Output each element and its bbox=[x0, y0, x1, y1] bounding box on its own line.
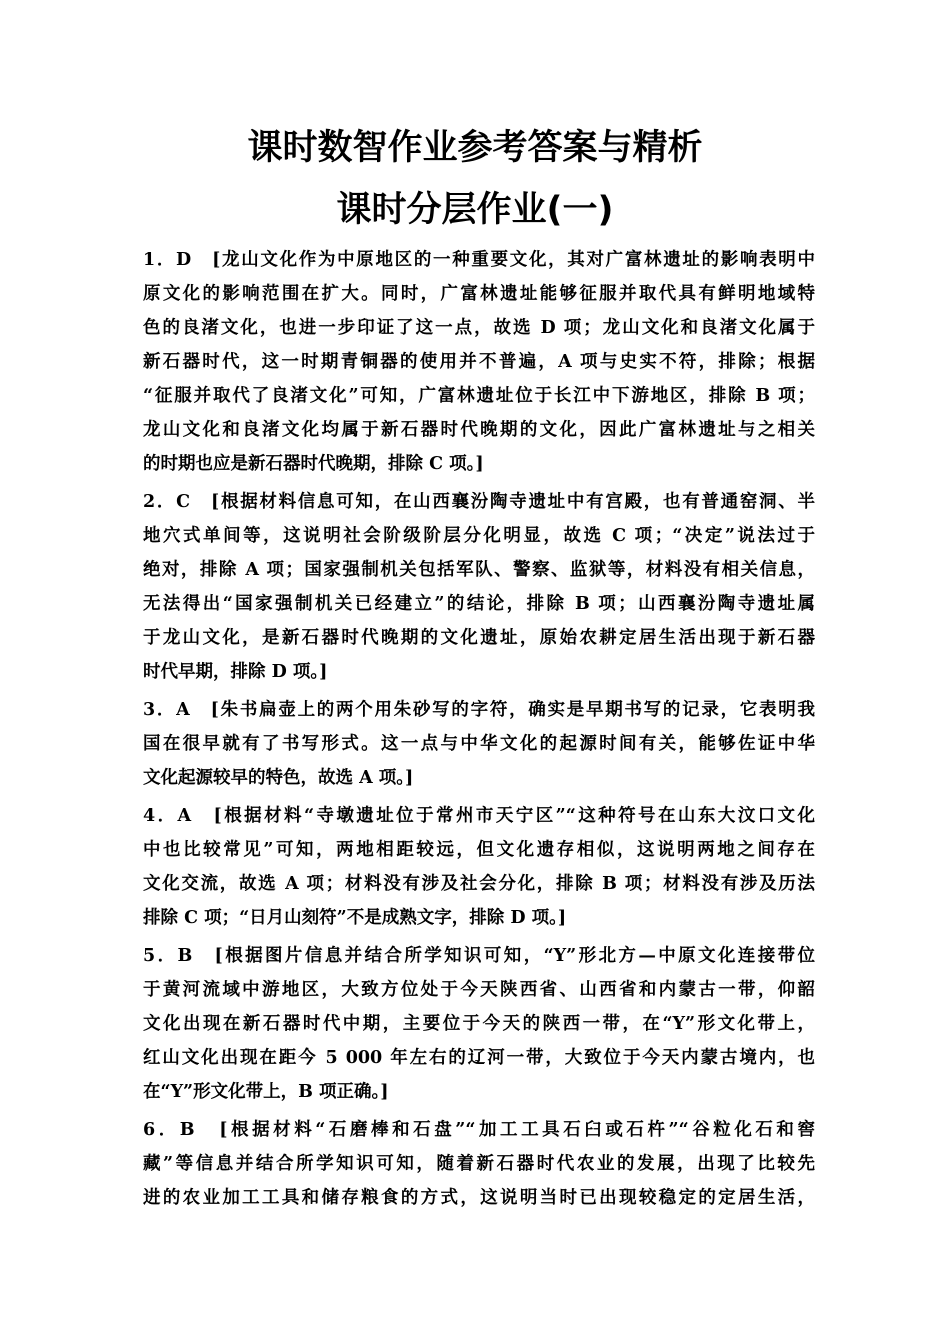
answer-4-line: 排除 C 项；“日月山刻符”不是成熟文字，排除 D 项。] bbox=[143, 908, 567, 928]
page-subtitle: 课时分层作业(一) bbox=[336, 190, 614, 230]
answer-5-line: 5．B [根据图片信息并结合所学知识可知，“Y”形北方—中原文化连接带位 bbox=[143, 946, 815, 966]
answer-1-line: 龙山文化和良渚文化均属于新石器时代晚期的文化，因此广富林遗址与之相关 bbox=[143, 420, 815, 440]
answer-6-line: 6．B [根据材料“石磨棒和石盘”“加工工具石臼或石杵”“谷粒化石和窖 bbox=[143, 1120, 815, 1140]
page-title: 课时数智作业参考答案与精析 bbox=[247, 128, 703, 168]
answer-1-line: 新石器时代，这一时期青铜器的使用并不普遍，A 项与史实不符，排除；根据 bbox=[143, 352, 815, 372]
answer-5-line: 于黄河流域中游地区，大致方位处于今天陕西省、山西省和内蒙古一带，仰韶 bbox=[143, 980, 815, 1000]
answer-5-line: 文化出现在新石器时代中期，主要位于今天的陕西一带，在“Y”形文化带上， bbox=[143, 1014, 815, 1034]
answer-3-line: 国在很早就有了书写形式。这一点与中华文化的起源时间有关，能够佐证中华 bbox=[143, 734, 815, 754]
answer-item-2 bbox=[143, 485, 815, 689]
answer-2-line: 绝对，排除 A 项；国家强制机关包括军队、警察、监狱等，材料没有相关信息， bbox=[143, 560, 815, 580]
answer-item-4 bbox=[143, 799, 815, 935]
answer-5-line: 在“Y”形文化带上，B 项正确。] bbox=[143, 1082, 389, 1102]
answer-1-line: 的时期也应是新石器时代晚期，排除 C 项。] bbox=[143, 454, 484, 474]
answer-2-line: 于龙山文化，是新石器时代晚期的文化遗址，原始农耕定居生活出现于新石器 bbox=[143, 628, 815, 648]
answer-1-line: 1．D [龙山文化作为中原地区的一种重要文化，其对广富林遗址的影响表明中 bbox=[143, 250, 815, 270]
answer-list bbox=[143, 243, 815, 1219]
answer-1-line: 色的良渚文化，也进一步印证了这一点，故选 D 项；龙山文化和良渚文化属于 bbox=[143, 318, 815, 338]
answer-item-3 bbox=[143, 693, 815, 795]
answer-4-line: 4．A [根据材料“寺墩遗址位于常州市天宁区”“这种符号在山东大汶口文化 bbox=[143, 806, 815, 826]
answer-item-6 bbox=[143, 1113, 815, 1215]
answer-1-line: “征服并取代了良渚文化”可知，广富林遗址位于长江中下游地区，排除 B 项； bbox=[143, 386, 815, 406]
answer-2-line: 无法得出“国家强制机关已经建立”的结论，排除 B 项；山西襄汾陶寺遗址属 bbox=[143, 594, 815, 614]
answer-2-line: 时代早期，排除 D 项。] bbox=[143, 662, 328, 682]
answer-3-line: 文化起源较早的特色，故选 A 项。] bbox=[143, 768, 414, 788]
answer-2-line: 地穴式单间等，这说明社会阶级阶层分化明显，故选 C 项；“决定”说法过于 bbox=[143, 526, 815, 546]
answer-item-1 bbox=[143, 243, 815, 481]
answer-1-line: 原文化的影响范围在扩大。同时，广富林遗址能够征服并取代具有鲜明地域特 bbox=[143, 284, 815, 304]
answer-2-line: 2．C [根据材料信息可知，在山西襄汾陶寺遗址中有宫殿，也有普通窑洞、半 bbox=[143, 492, 815, 512]
answer-4-line: 中也比较常见”可知，两地相距较远，但文化遗存相似，这说明两地之间存在 bbox=[143, 840, 815, 860]
answer-5-line: 红山文化出现在距今 5 000 年左右的辽河一带，大致位于今天内蒙古境内，也 bbox=[143, 1048, 815, 1068]
answer-3-line: 3．A [朱书扁壶上的两个用朱砂写的字符，确实是早期书写的记录，它表明我 bbox=[143, 700, 815, 720]
answer-6-line: 藏”等信息并结合所学知识可知，随着新石器时代农业的发展，出现了比较先 bbox=[143, 1154, 815, 1174]
answer-4-line: 文化交流，故选 A 项；材料没有涉及社会分化，排除 B 项；材料没有涉及历法 bbox=[143, 874, 815, 894]
answer-6-line: 进的农业加工工具和储存粮食的方式，这说明当时已出现较稳定的定居生活， bbox=[143, 1188, 815, 1208]
answer-item-5 bbox=[143, 939, 815, 1109]
